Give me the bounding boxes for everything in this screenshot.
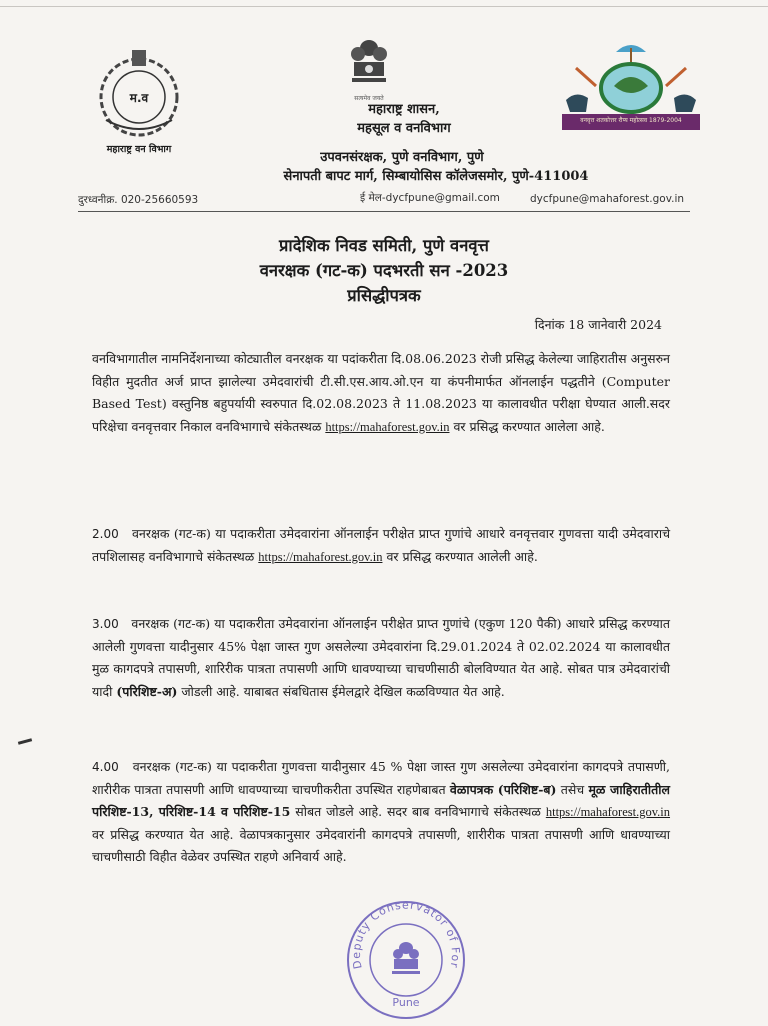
national-emblem <box>344 34 394 104</box>
para4-website-link[interactable]: https://mahaforest.gov.in <box>545 805 671 819</box>
title-line-2: वनरक्षक (गट-क) पदभरती सन -2023 <box>259 261 509 280</box>
para4-text-d: वर प्रसिद्ध करण्यात येत आहे. वेळापत्रकानुसार उमेदवारांनी कागदपत्रे तपासणी, शारीरीक पात्रता तपासणी आणि धावण्याच्या चाचणीसाठी विहीत वेळेवर उपस्थित राहणे अनिवार्य आहे. <box>92 826 670 864</box>
right-logo-caption: वनवृत्त शतकोत्तर रौप्य महोत्सव 1879-2004 <box>580 117 682 124</box>
header-line-2: महसूल व वनविभाग <box>357 121 451 136</box>
margin-mark <box>18 738 32 745</box>
para4-text-a: वनरक्षक (गट-क) या पदाकरीता गुणवत्ता यादीनुसार 45 % पेक्षा जास्त गुण असलेल्या उमेदवारांना कागदपत्रे तपासणी, शारीरीक पात्रता तपासणी आणि धावण्याच्या चाचणीकरीता उपस्थित राहणेबाबत <box>92 759 670 797</box>
para4-text-b: तसेच <box>560 781 585 797</box>
website-email: dycfpune@mahaforest.gov.in <box>530 193 685 205</box>
para3-text-a: वनरक्षक (गट-क) या पदाकरीता उमेदवारांना ऑनलाईन परीक्षेत प्राप्त गुणांचे (एकुण 120 पैकी) आधारे प्रसिद्ध करण्यात आलेली गुणवत्ता यादीनुसार 45% पेक्षा जास्त गुण असलेल्या उमेदवारांना दि.29.01.2024 ते 02.02.2024 या कालावधीत मुळ कागदपत्रे तपासणी, शारिरीक पात्रता तपासणी आणि धावण्याच्या चाचणीसाठी बोलविण्यात येत आहे. सोबत पात्र उमेदवारांची यादी <box>92 616 670 699</box>
header-line-1: महाराष्ट्र शासन, <box>368 102 440 117</box>
email-address: ई मेल-dycfpune@gmail.com <box>360 192 500 204</box>
para1-website-link[interactable]: https://mahaforest.gov.in <box>325 419 450 434</box>
header-divider <box>78 211 690 212</box>
left-logo-caption: महाराष्ट्र वन विभाग <box>106 144 172 155</box>
top-edge-line <box>0 6 768 7</box>
para4-bold-schedule: वेळापत्रक (परिशिष्ट-ब) <box>449 781 557 797</box>
deputy-conservator-seal <box>344 898 468 1022</box>
para1-text-b: वर प्रसिद्ध करण्यात आलेला आहे. <box>453 418 605 434</box>
paragraph-4 <box>92 756 670 869</box>
header-line-4: सेनापती बापट मार्ग, सिम्बायोसिस कॉलेजसमोर, पुणे-411004 <box>283 169 589 184</box>
ashoka-emblem-icon <box>344 34 394 94</box>
stamp-emblem-icon <box>392 942 420 974</box>
paragraph-3 <box>92 613 670 703</box>
stamp-city: Pune <box>392 996 420 1009</box>
emblem-caption: सत्यमेव जयते <box>354 95 384 102</box>
svg-text:म.व: म.व <box>129 91 149 105</box>
stamp-text: Deputy Conservator of For <box>349 898 463 971</box>
para2-website-link[interactable]: https://mahaforest.gov.in <box>258 549 383 564</box>
header-line-3: उपवनसंरक्षक, पुणे वनविभाग, पुणे <box>320 150 484 165</box>
para4-bold-annexures: मूळ जाहिरातीतील परिशिष्ट-13, परिशिष्ट-14 व परिशिष्ट-15 <box>92 781 670 819</box>
para4-number: 4.00 <box>92 760 119 774</box>
para4-text-c: सोबत जोडले आहे. सदर बाब वनविभागाचे संकेतस्थळ <box>295 804 541 819</box>
date-line: दिनांक 18 जानेवारी 2024 <box>534 317 662 332</box>
para3-bold-annex: (परिशिष्ट-अ) <box>116 683 178 699</box>
para2-text-b: वर प्रसिद्ध करण्यात आलेली आहे. <box>386 548 538 564</box>
para3-number: 3.00 <box>92 617 119 631</box>
paragraph-1 <box>92 348 670 438</box>
paragraph-2 <box>92 523 670 568</box>
phone-number: दुरध्वनीक्र. 020-25660593 <box>78 194 199 206</box>
title-line-1: प्रादेशिक निवड समिती, पुणे वनवृत्त <box>279 236 489 255</box>
para1-text-a: वनविभागातील नामनिर्देशनाच्या कोट्यातील वनरक्षक या पदांकरीता दि.08.06.2023 रोजी प्रसिद्ध केलेल्या जाहिरातीस अनुसरुन विहीत मुदतीत अर्ज प्राप्त झालेल्या उमेदवारांची टी.सी.एस.आय.ओ.एन या कंपनीमार्फत ऑनलाईन पद्धतीने (Computer Based Test) वस्तुनिष्ठ बहुपर्यायी स्वरुपात दि.02.08.2023 ते 11.08.2023 या कालावधीत परीक्षा घेण्यात आली.सदर परिक्षेचा वनवृत्तवार निकाल वनविभागाचे संकेतस्थळ <box>92 351 670 434</box>
para2-number: 2.00 <box>92 527 119 541</box>
official-stamp <box>344 898 468 1022</box>
title-line-3: प्रसिद्धीपत्रक <box>347 286 421 305</box>
para3-text-b: जोडली आहे. याबाबत संबधितास ईमेलद्वारे देखिल कळविण्यात येत आहे. <box>181 683 505 699</box>
para2-text-a: वनरक्षक (गट-क) या पदाकरीता उमेदवारांना ऑनलाईन परीक्षेत प्राप्त गुणांचे आधारे वनवृत्तवार गुणवत्ता यादी उमेदवाराचे तपशिलासह वनविभागाचे संकेतस्थळ <box>92 526 671 564</box>
